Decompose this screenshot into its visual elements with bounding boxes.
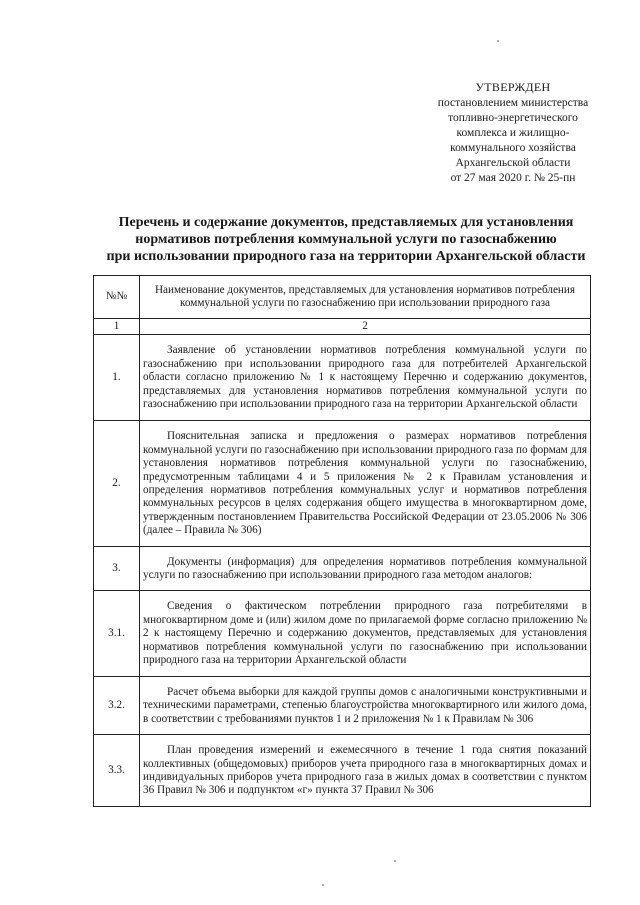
scan-speck — [497, 40, 499, 42]
scan-speck — [394, 860, 396, 862]
row-text: Документы (информация) для определения нормативов потребления коммунальной услуги по газоснабжению при использовании природного газа методом аналогов: — [140, 547, 591, 591]
approval-line: Архангельской области — [455, 157, 571, 169]
column-header-name: Наименование документов, представляемых для установления нормативов потребления коммунальной услуги по газоснабжению при использовании природного газа — [140, 276, 591, 319]
row-number: 3.1. — [94, 591, 140, 677]
title-line: нормативов потребления коммунальной услуги по газоснабжению — [135, 232, 557, 247]
column-index-2: 2 — [140, 319, 591, 335]
table-row — [94, 677, 591, 735]
approval-heading: УТВЕРЖДЕН — [475, 80, 551, 94]
row-text: Расчет объема выборки для каждой группы домов с аналогичными конструктивными и техническими параметрами, степенью благоустройства многоквартирного или жилого дома, в соответствии с требованиями пунктов 1 и 2 приложения № 1 к Правилам № 306 — [140, 677, 591, 735]
column-index-row — [94, 319, 591, 335]
column-header-number: №№ — [94, 276, 140, 319]
row-number: 2. — [94, 421, 140, 547]
documents-table — [93, 275, 591, 807]
title-line: Перечень и содержание документов, представляемых для установления — [118, 215, 574, 230]
approval-stamp — [428, 80, 598, 186]
table-row — [94, 591, 591, 677]
row-text: Заявление об установлении нормативов потребления коммунальной услуги по газоснабжению при использовании природного газа для потребителей Архангельской области согласно приложению № 1 к настоящему Перечню и содержанию документов, представляемых для установления нормативов потребления коммунальной услуги по газоснабжению при использовании природного газа на территории Архангельской области — [140, 335, 591, 421]
approval-line: топливно-энергетического — [448, 112, 578, 124]
approval-line: комплекса и жилищно- — [456, 127, 570, 139]
title-line: при использовании природного газа на территории Архангельской области — [106, 249, 586, 264]
row-text: План проведения измерений и ежемесячного в течение 1 года снятия показаний коллективных (общедомовых) приборов учета природного газа в многоквартирных домах и индивидуальных приборов учета природного газа в жилых домах в соответствии с пунктом 36 Правил № 306 и подпунктом «г» пункта 37 Правил № 306 — [140, 735, 591, 807]
table-row — [94, 421, 591, 547]
row-number: 1. — [94, 335, 140, 421]
document-title — [96, 214, 596, 265]
approval-line: постановлением министерства — [437, 97, 589, 109]
table-row — [94, 735, 591, 807]
row-text: Пояснительная записка и предложения о размерах нормативов потребления коммунальной услуги по газоснабжению при использовании природного газа по формам для установления нормативов потребления коммунальной услуги по газоснабжению, предусмотренным таблицами 4 и 5 приложения № 2 к Правилам установления и определения нормативов потребления коммунальных услуг и нормативов потребления коммунальных ресурсов в целях содержания общего имущества в многоквартирном доме, утвержденным постановлением Правительства Российской Федерации от 23.05.2006 № 306 (далее – Правила № 306) — [140, 421, 591, 547]
row-number: 3.2. — [94, 677, 140, 735]
table-row — [94, 547, 591, 591]
approval-line: коммунального хозяйства — [450, 142, 576, 154]
approval-date: от 27 мая 2020 г. № 25-пн — [450, 172, 576, 184]
table-row — [94, 335, 591, 421]
column-index-1: 1 — [94, 319, 140, 335]
row-number: 3. — [94, 547, 140, 591]
table-header-row — [94, 276, 591, 319]
scan-speck — [322, 884, 324, 886]
row-number: 3.3. — [94, 735, 140, 807]
row-text: Сведения о фактическом потреблении природного газа потребителями в многоквартирном доме и (или) жилом доме по прилагаемой форме согласно приложению № 2 к настоящему Перечню и содержанию документов, представляемых для установления нормативов потребления коммунальной услуги по газоснабжению при использовании природного газа на территории Архангельской области — [140, 591, 591, 677]
